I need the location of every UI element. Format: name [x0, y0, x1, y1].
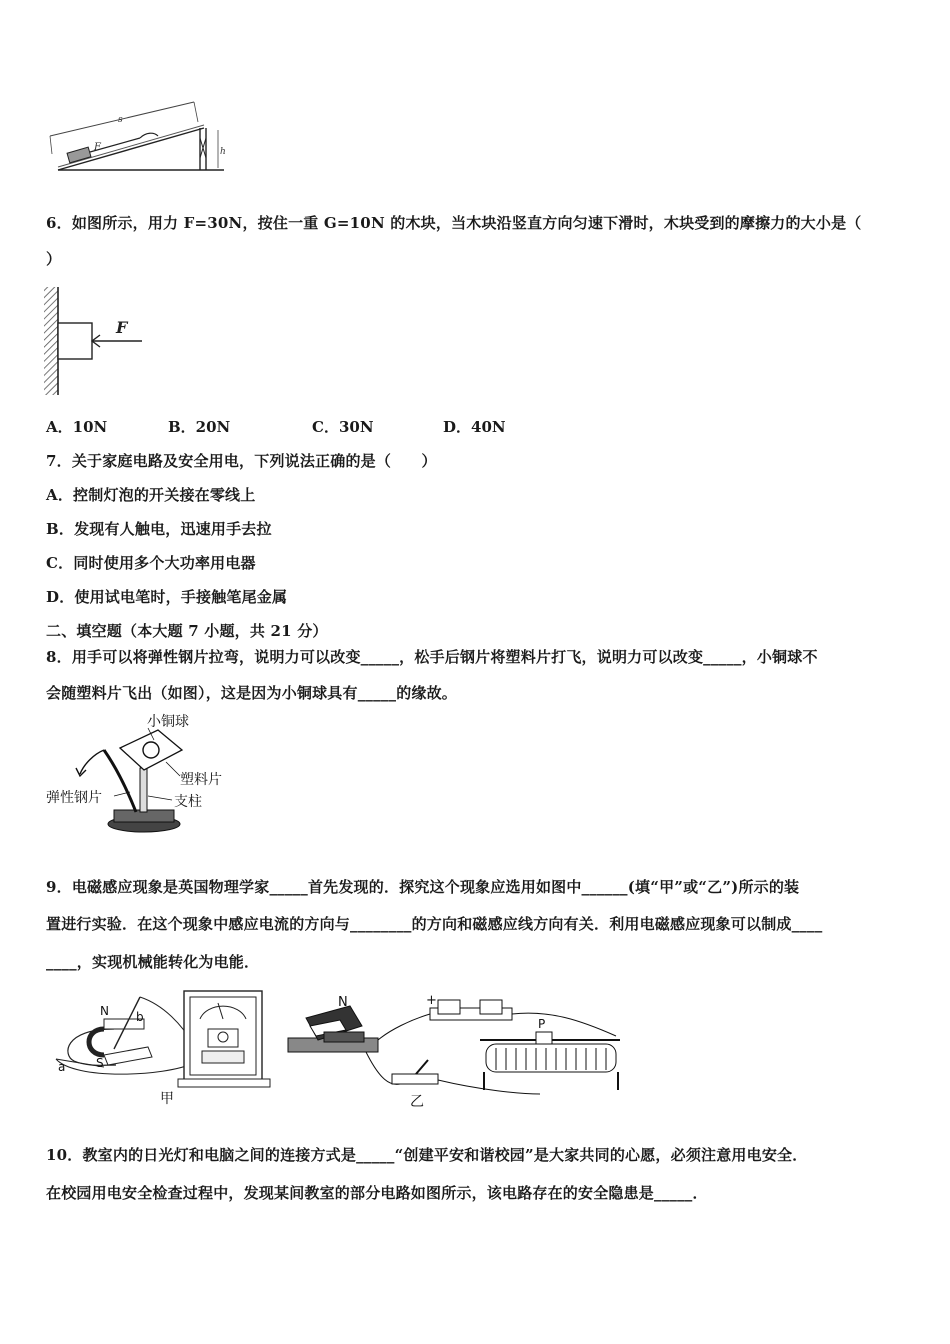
- q6-option-a[interactable]: A．10N: [46, 418, 108, 436]
- q7-option-a[interactable]: A．控制灯泡的开关接在零线上: [46, 486, 256, 504]
- q8-label-plastic: 塑料片: [180, 772, 222, 788]
- q9-stem-line1: 9．电磁感应现象是英国物理学家_____首先发现的．探究这个现象应选用如图中______(填“甲”或“乙”)所示的装: [46, 878, 800, 896]
- yi-n-label: N: [338, 995, 348, 1010]
- q7-option-d[interactable]: D．使用试电笔时，手接触笔尾金属: [46, 588, 288, 606]
- q10-stem-line2: 在校园用电安全检查过程中，发现某间教室的部分电路如图所示，该电路存在的安全隐患是_____．: [46, 1184, 708, 1202]
- jia-n-label: N: [100, 1004, 109, 1018]
- induction-figure-yi: [280, 990, 640, 1110]
- q7-option-c[interactable]: C．同时使用多个大功率用电器: [46, 554, 256, 572]
- jia-s-label: S: [96, 1056, 104, 1070]
- yi-plus-label: +: [426, 993, 437, 1008]
- q6-option-d[interactable]: D．40N: [443, 418, 506, 436]
- q8-stem-line1: 8．用手可以将弹性钢片拉弯，说明力可以改变_____，松手后钢片将塑料片打飞，说明力可以改变_____，小铜球不: [46, 648, 818, 666]
- incline-figure: [44, 98, 244, 186]
- incline-h-label: h: [220, 147, 226, 157]
- section2-title: 二、填空题（本大题 7 小题，共 21 分）: [46, 622, 328, 640]
- q9-stem-line2: 置进行实验．在这个现象中感应电流的方向与________的方向和磁感应线方向有关．利用电磁感应现象可以制成____: [46, 915, 823, 933]
- incline-f-label: F: [94, 142, 101, 153]
- q6-f-label: F: [116, 318, 128, 337]
- wall-block-figure: [42, 285, 152, 397]
- induction-figure-jia: [44, 985, 284, 1110]
- q7-stem: 7．关于家庭电路及安全用电，下列说法正确的是（ ）: [46, 452, 437, 470]
- q6-stem-line1: 6．如图所示，用力 F=30N，按住一重 G=10N 的木块，当木块沿竖直方向匀速下滑时，木块受到的摩擦力的大小是（: [46, 214, 862, 232]
- yi-p-label: P: [538, 1017, 546, 1031]
- q8-label-ball: 小铜球: [147, 714, 189, 730]
- jia-caption: 甲: [160, 1091, 174, 1107]
- q10-stem-line1: 10．教室内的日光灯和电脑之间的连接方式是_____“创建平安和谐校园”是大家共同的心愿，必须注意用电安全．: [46, 1146, 808, 1164]
- q6-stem-line2: ）: [46, 250, 62, 268]
- yi-caption: 乙: [410, 1094, 424, 1110]
- q6-option-c[interactable]: C．30N: [312, 418, 374, 436]
- q9-stem-line3: ____，实现机械能转化为电能．: [46, 953, 260, 971]
- q8-stem-line2: 会随塑料片飞出（如图），这是因为小铜球具有_____的缘故。: [46, 684, 458, 702]
- q8-label-post: 支柱: [174, 794, 202, 810]
- q6-option-b[interactable]: B．20N: [168, 418, 231, 436]
- jia-a-label: a: [58, 1060, 66, 1074]
- q8-label-steel: 弹性钢片: [46, 790, 102, 806]
- steel-strip-figure: [44, 712, 224, 837]
- incline-s-label: s: [118, 115, 123, 125]
- jia-b-label: b: [136, 1010, 144, 1024]
- q7-option-b[interactable]: B．发现有人触电，迅速用手去拉: [46, 520, 272, 538]
